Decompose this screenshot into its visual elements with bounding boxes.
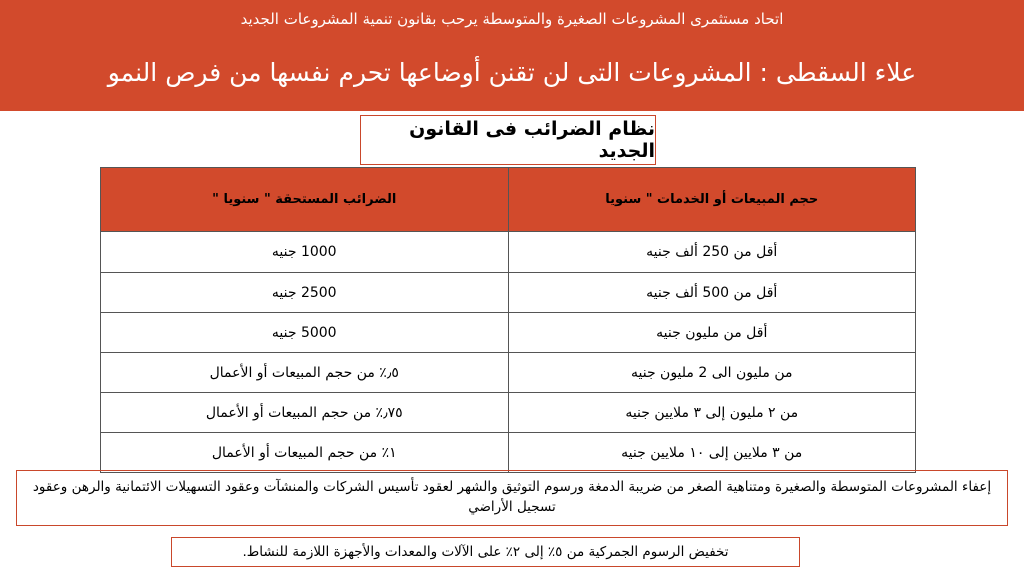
tax-cell: 2500 جنيه bbox=[101, 273, 509, 313]
table-row bbox=[101, 433, 916, 473]
banner-headline: علاء السقطى : المشروعات التى لن تقنن أوضاعها تحرم نفسها من فرص النمو bbox=[107, 58, 917, 87]
tax-cell: ١٪ من حجم المبيعات أو الأعمال bbox=[101, 433, 509, 473]
sales-cell: أقل من مليون جنيه bbox=[508, 313, 916, 353]
table-row bbox=[101, 313, 916, 353]
section-title: نظام الضرائب فى القانون الجديد bbox=[360, 115, 656, 165]
sales-cell: من ٣ ملايين إلى ١٠ ملايين جنيه bbox=[508, 433, 916, 473]
banner-subtitle: اتحاد مستثمرى المشروعات الصغيرة والمتوسطة يرحب بقانون تنمية المشروعات الجديد bbox=[240, 10, 784, 28]
sales-cell: أقل من 500 ألف جنيه bbox=[508, 273, 916, 313]
sales-cell: من ٢ مليون إلى ٣ ملايين جنيه bbox=[508, 393, 916, 433]
tax-cell: 1000 جنيه bbox=[101, 232, 509, 273]
header-sales-volume: حجم المبيعات أو الخدمات " سنويا bbox=[508, 168, 916, 232]
header-taxes-due: الضرائب المستحقة " سنويا " bbox=[101, 168, 509, 232]
table-row bbox=[101, 393, 916, 433]
sales-cell: أقل من 250 ألف جنيه bbox=[508, 232, 916, 273]
table-header-row bbox=[101, 168, 916, 232]
customs-note: تخفيض الرسوم الجمركية من ٥٪ إلى ٢٪ على الآلات والمعدات والأجهزة اللازمة للنشاط. bbox=[171, 537, 800, 567]
sales-cell: من مليون الى 2 مليون جنيه bbox=[508, 353, 916, 393]
table-row bbox=[101, 353, 916, 393]
header-banner bbox=[0, 0, 1024, 111]
tax-cell: ٫٥٪ من حجم المبيعات أو الأعمال bbox=[101, 353, 509, 393]
tax-cell: 5000 جنيه bbox=[101, 313, 509, 353]
table-row bbox=[101, 273, 916, 313]
tax-table bbox=[100, 167, 916, 473]
tax-cell: ٫٧٥٪ من حجم المبيعات أو الأعمال bbox=[101, 393, 509, 433]
table-row bbox=[101, 232, 916, 273]
exemption-note: إعفاء المشروعات المتوسطة والصغيرة ومتناهية الصغر من ضريبة الدمغة ورسوم التوثيق والشهر لعقود تأسيس الشركات والمنشآت وعقود التسهيلات الائتمانية والرهن وعقود تسجيل الأراضي bbox=[16, 470, 1008, 526]
